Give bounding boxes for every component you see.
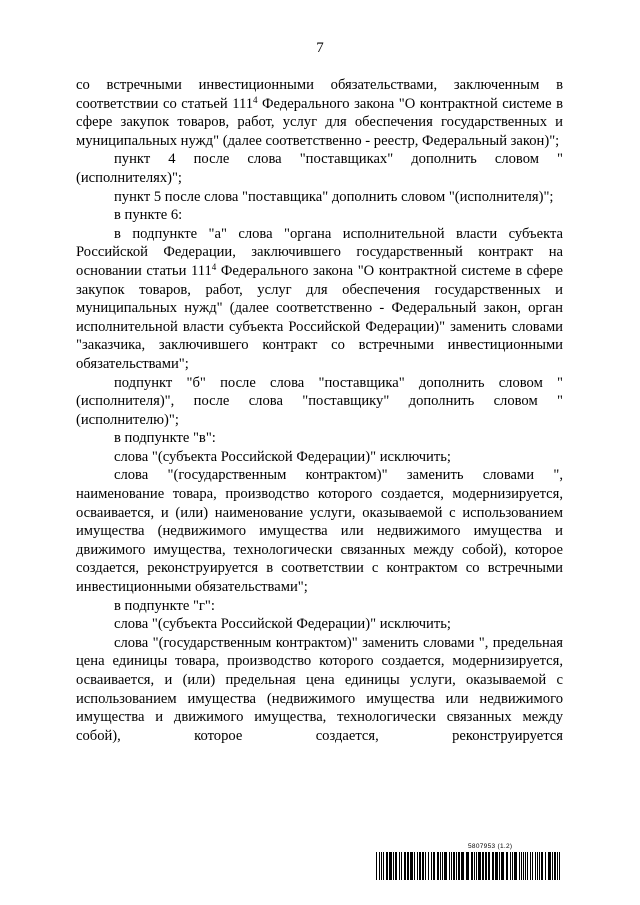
paragraph-10: в подпункте "г": [114,597,215,614]
barcode-caption: 5807953 (1.2) [468,843,513,850]
paragraph-3: пункт 5 после слова "поставщика" дополнить словом "(исполнителя)"; [114,188,554,205]
paragraph-4: в пункте 6: [114,207,183,224]
paragraph-6: подпункт "б" после слова "поставщика" дополнить словом "(исполнителя)", после слова "поставщику" дополнить словом "(исполнителю)"; [76,374,563,428]
paragraph-11: слова "(субъекта Российской Федерации)" исключить; [114,616,451,633]
paragraph-12: слова "(государственным контрактом)" заменить словами ", предельная цена единицы товара, производство которого создается, модернизируется, осваивается, и (или) предельная цена единицы услуги, оказываемой с использованием имущества (недвижимого имущества или недвижимого имущества и движимого имущества, технологически связанных между собой), которое создается, реконструируется [76,634,563,744]
paragraph-7: в подпункте "в": [114,430,216,447]
paragraph-9: слова "(государственным контрактом)" заменить словами ", наименование товара, производство которого создается, модернизируется, осваивается, и (или) наименование услуги, оказываемой с использованием имущества (недвижимого имущества или недвижимого имущества и движимого имущества, технологически связанных между собой), которое создается, реконструируется в соответствии с контрактом со встречными инвестиционными обязательствами"; [76,467,563,596]
document-body [76,76,563,745]
superscript-four: 4 [211,261,217,272]
paragraph-1: со встречными инвестиционными обязательствами, заключенным в соответствии со статьей $111^4$ Федерального закона "О контрактной системе в сфере закупок товаров, работ, услуг для обеспечения государственных и муниципальных нужд" (далее соответственно - реестр, Федеральный закон)"; [76,77,563,149]
page-number: 7 [316,40,324,56]
barcode-icon [376,852,564,880]
paragraph-8: слова "(субъекта Российской Федерации)" исключить; [114,448,451,465]
document-barcode [376,843,564,881]
paragraph-5: в подпункте "а" слова "органа исполнительной власти субъекта Российской Федерации, заключившего государственный контракт на основании статьи $111^4$ Федерального закона "О контрактной системе в сфере закупок товаров, работ, услуг для обеспечения государственных и муниципальных нужд" (далее соответственно - Федеральный закон, орган исполнительной власти субъекта Российской Федерации)" заменить словами "заказчика, заключившего контракт со встречными инвестиционными обязательствами"; [76,225,564,372]
paragraph-2: пункт 4 после слова "поставщиках" дополнить словом "(исполнителях)"; [76,151,563,186]
superscript-four: 4 [253,94,258,105]
